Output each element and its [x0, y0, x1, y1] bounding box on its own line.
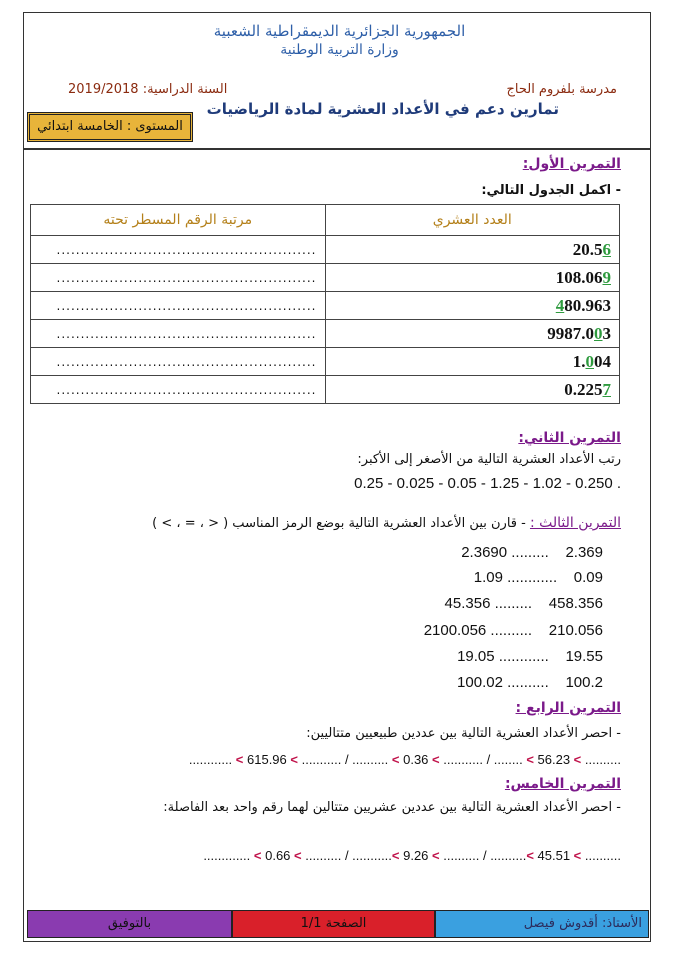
- ex4-instruction: - احصر الأعداد العشرية التالية بين عددين طبيعيين متتاليين:: [306, 726, 621, 741]
- ex2-numbers: 0.25 - 0.025 - 0.05 - 1.25 - 1.02 - 0.250 .: [354, 475, 621, 492]
- ex5-title: التمرين الخامس:: [504, 776, 621, 792]
- col-header-number: العدد العشري: [325, 205, 620, 236]
- footer-teacher: الأستاذ: أقدوش فيصل: [435, 910, 649, 938]
- ex1-instruction: - اكمل الجدول التالي:: [481, 183, 621, 198]
- table-row: [31, 292, 620, 320]
- comparison-row: 19.05 ............ 19.55: [457, 648, 603, 665]
- comparison-row: 45.356 ......... 458.356: [444, 595, 603, 612]
- col-header-rank: مرتبة الرقم المسطر تحته: [31, 205, 326, 236]
- table-row: [31, 348, 620, 376]
- header-divider: [23, 148, 651, 150]
- answer-blank[interactable]: ......................................................: [31, 320, 326, 348]
- decimal-number: 1.004: [325, 348, 620, 376]
- ex3-header: [152, 515, 621, 531]
- ex5-instruction: - احصر الأعداد العشرية التالية بين عددين عشريين متتالين لهما رقم واحد بعد الفاصلة:: [163, 800, 621, 815]
- table-row: [31, 264, 620, 292]
- comparison-row: 1.09 ............ 0.09: [473, 569, 603, 586]
- table-row: [31, 376, 620, 404]
- answer-blank[interactable]: ......................................................: [31, 348, 326, 376]
- ex3-title: التمرين الثالث :: [529, 515, 621, 531]
- footer-wish: بالتوفيق: [27, 910, 232, 938]
- republic-title: الجمهورية الجزائرية الديمقراطية الشعبية: [213, 22, 466, 40]
- underlined-digit: 6: [602, 239, 611, 259]
- level-box: المستوى : الخامسة ابتدائي: [27, 112, 193, 142]
- comparison-row: 2.3690 ......... 2.369: [461, 544, 603, 561]
- underlined-digit: 9: [602, 267, 611, 287]
- decimal-number: 108.069: [325, 264, 620, 292]
- table-row: [31, 320, 620, 348]
- ex4-title: التمرين الرابع :: [515, 700, 621, 716]
- ex2-title: التمرين الثاني:: [518, 430, 621, 446]
- decimal-number: 480.963: [325, 292, 620, 320]
- school-year: السنة الدراسية: 2019/2018: [68, 82, 228, 97]
- decimal-number: 0.2257: [325, 376, 620, 404]
- underlined-digit: 4: [555, 295, 565, 315]
- comparison-row: 100.02 .......... 100.2: [457, 674, 603, 691]
- comparison-row: 2100.056 .......... 210.056: [423, 622, 603, 639]
- school-name: مدرسة بلفروم الحاج: [506, 82, 617, 97]
- ex3-instruction: - قارن بين الأعداد العشرية التالية بوضع الرمز المناسب ( < ، = ، > ): [152, 516, 526, 531]
- ex1-table: [30, 204, 620, 404]
- answer-blank[interactable]: ......................................................: [31, 292, 326, 320]
- underlined-digit: 0: [594, 323, 603, 343]
- answer-blank[interactable]: ......................................................: [31, 264, 326, 292]
- ex2-instruction: رتب الأعداد العشرية التالية من الأصغر إلى الأكبر:: [357, 452, 621, 467]
- answer-blank[interactable]: ......................................................: [31, 376, 326, 404]
- underlined-digit: 7: [602, 379, 611, 399]
- decimal-number: 9987.003: [325, 320, 620, 348]
- ex4-line: ............ < 615.96 < ........... / .......... < 0.36 < ........... / ........ < 56.23 < ..........: [188, 752, 621, 767]
- decimal-number: 20.56: [325, 236, 620, 264]
- ex5-line: ............. < 0.66 < .......... / ...........< 9.26 < .......... / ..........< 45.51 < ..........: [203, 848, 621, 863]
- table-row: [31, 236, 620, 264]
- answer-blank[interactable]: ......................................................: [31, 236, 326, 264]
- underlined-digit: 0: [585, 351, 594, 371]
- footer-page: الصفحة 1/1: [232, 910, 435, 938]
- worksheet-title: تمارين دعم في الأعداد العشرية لمادة الرياضيات: [206, 100, 559, 118]
- ex1-title: التمرين الأول:: [522, 156, 621, 172]
- table-header-row: [31, 205, 620, 236]
- ministry-title: وزارة التربية الوطنية: [280, 42, 399, 58]
